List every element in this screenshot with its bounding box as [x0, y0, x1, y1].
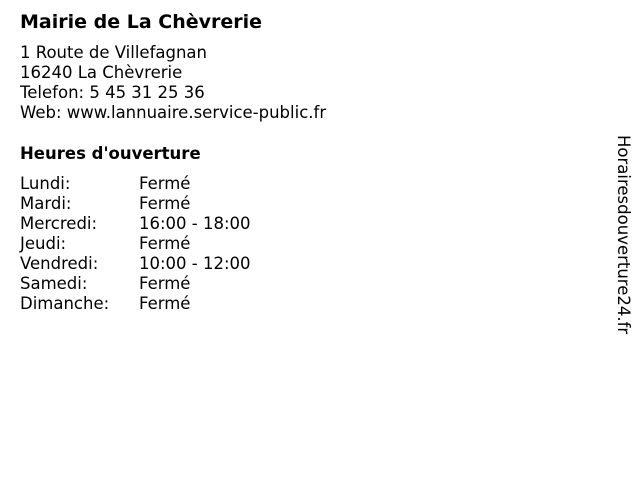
address-block	[20, 43, 326, 123]
hours-row-tuesday	[20, 194, 251, 214]
time-value: 16:00 - 18:00	[139, 214, 251, 233]
page-title: Mairie de La Chèvrerie	[20, 11, 263, 33]
hours-row-wednesday	[20, 214, 251, 234]
opening-hours-heading: Heures d'ouverture	[20, 144, 201, 163]
street-address: 1 Route de Villefagnan	[20, 43, 208, 62]
source-watermark: Horairesdouverture24.fr	[614, 135, 633, 335]
time-value: Fermé	[139, 194, 191, 213]
day-label: Lundi:	[20, 174, 71, 193]
hours-row-monday	[20, 174, 251, 194]
hours-row-sunday	[20, 294, 251, 314]
time-value: Fermé	[139, 274, 191, 293]
opening-hours-table	[20, 174, 251, 314]
time-value: 10:00 - 12:00	[139, 254, 251, 273]
hours-row-saturday	[20, 274, 251, 294]
time-value: Fermé	[139, 174, 191, 193]
city-postal-code: 16240 La Chèvrerie	[20, 63, 183, 82]
day-label: Mercredi:	[20, 214, 98, 233]
day-label: Samedi:	[20, 274, 88, 293]
time-value: Fermé	[139, 234, 191, 253]
day-label: Jeudi:	[20, 234, 67, 253]
website-link[interactable]: Web: www.lannuaire.service-public.fr	[20, 103, 327, 122]
hours-row-friday	[20, 254, 251, 274]
time-value: Fermé	[139, 294, 191, 313]
day-label: Mardi:	[20, 194, 72, 213]
day-label: Vendredi:	[20, 254, 99, 273]
phone-number: Telefon: 5 45 31 25 36	[20, 83, 205, 102]
hours-row-thursday	[20, 234, 251, 254]
day-label: Dimanche:	[20, 294, 110, 313]
